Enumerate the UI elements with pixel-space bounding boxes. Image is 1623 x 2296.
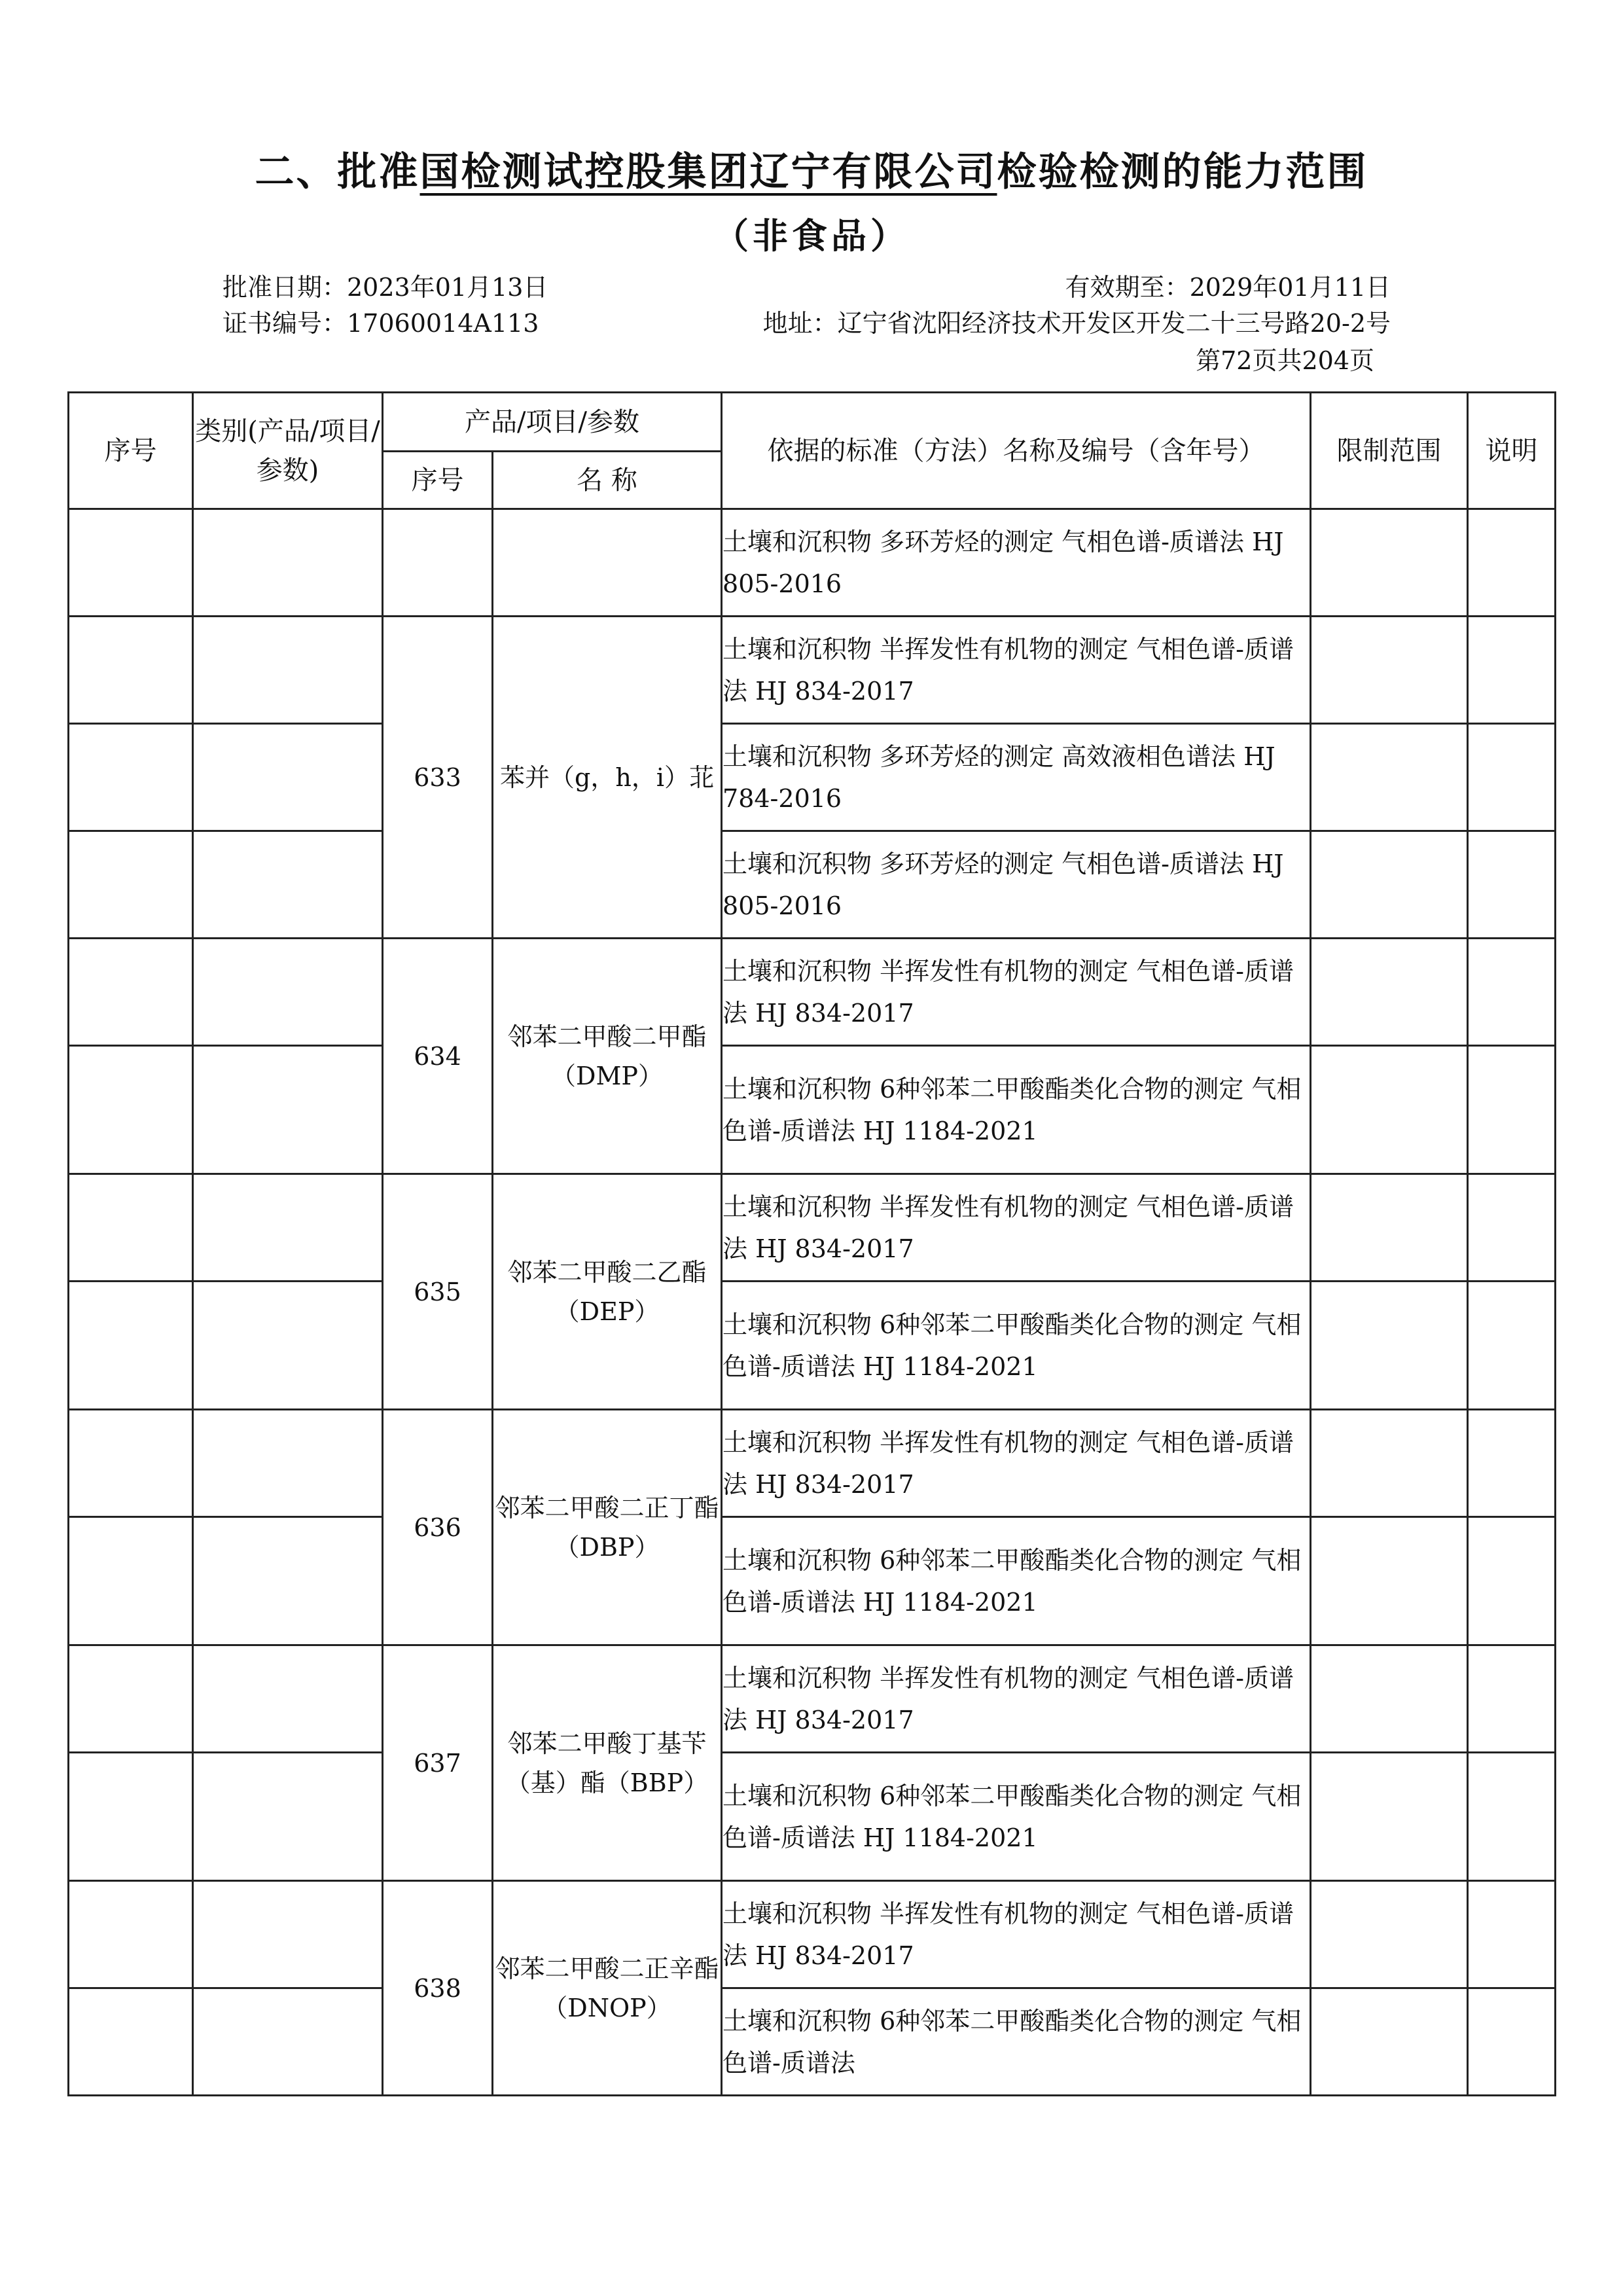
standard-cell: 土壤和沉积物 半挥发性有机物的测定 气相色谱-质谱法 HJ 834-2017 [722,1174,1311,1282]
seq-cell [69,1174,193,1282]
standard-cell: 土壤和沉积物 半挥发性有机物的测定 气相色谱-质谱法 HJ 834-2017 [722,1645,1311,1753]
table-row [69,1645,1556,1753]
seq-cell [69,1282,193,1410]
category-cell [193,617,383,724]
header-seq: 序号 [69,393,193,509]
category-cell [193,1988,383,2096]
standard-cell: 土壤和沉积物 半挥发性有机物的测定 气相色谱-质谱法 HJ 834-2017 [722,939,1311,1046]
table-row [69,1881,1556,1988]
certificate-number: 证书编号：17060014A113 [223,309,539,338]
item-name-cell: 邻苯二甲酸二甲酯（DMP） [493,939,722,1174]
table-row [69,1282,1556,1410]
standard-cell: 土壤和沉积物 半挥发性有机物的测定 气相色谱-质谱法 HJ 834-2017 [722,1881,1311,1988]
table-row [69,831,1556,939]
header-note: 说明 [1468,393,1556,509]
title-prefix: 二、批准 [255,149,420,195]
header-category: 类别(产品/项目/参数) [193,393,383,509]
seq-cell [69,617,193,724]
seq-cell [69,1410,193,1517]
item-name-cell: 邻苯二甲酸二乙酯（DEP） [493,1174,722,1410]
note-cell [1468,1881,1556,1988]
table-row [69,1410,1556,1517]
standard-cell: 土壤和沉积物 6种邻苯二甲酸酯类化合物的测定 气相色谱-质谱法 [722,1988,1311,2096]
item-name-cell: 邻苯二甲酸二正丁酯（DBP） [493,1410,722,1645]
table-row [69,1753,1556,1881]
standard-cell: 土壤和沉积物 半挥发性有机物的测定 气相色谱-质谱法 HJ 834-2017 [722,1410,1311,1517]
seq-cell [69,1517,193,1645]
header-standard: 依据的标准（方法）名称及编号（含年号） [722,393,1311,509]
table-row [69,1988,1556,2096]
limit-cell [1311,1282,1468,1410]
page-subtitle: （非食品） [713,215,910,257]
limit-cell [1311,1410,1468,1517]
standard-cell: 土壤和沉积物 多环芳烃的测定 气相色谱-质谱法 HJ 805-2016 [722,831,1311,939]
item-name-cell [493,509,722,617]
table-row [69,939,1556,1046]
standard-cell: 土壤和沉积物 6种邻苯二甲酸酯类化合物的测定 气相色谱-质谱法 HJ 1184-2021 [722,1753,1311,1881]
table-row [69,1174,1556,1282]
limit-cell [1311,1881,1468,1988]
note-cell [1468,1988,1556,2096]
category-cell [193,724,383,831]
category-cell [193,1410,383,1517]
table-row [69,509,1556,617]
note-cell [1468,1174,1556,1282]
seq-cell [69,939,193,1046]
title-suffix: 检验检测的能力范围 [997,149,1368,195]
seq-cell [69,1753,193,1881]
title-organization: 国检测试控股集团辽宁有限公司 [419,149,997,195]
header-item-name: 名 称 [493,452,722,509]
category-cell [193,1881,383,1988]
limit-cell [1311,1517,1468,1645]
note-cell [1468,939,1556,1046]
standard-cell: 土壤和沉积物 多环芳烃的测定 高效液相色谱法 HJ 784-2016 [722,724,1311,831]
item-seq-cell [383,509,493,617]
seq-cell [69,1046,193,1174]
page-info: 第72页共204页 [1196,346,1374,375]
category-cell [193,939,383,1046]
item-name-cell: 邻苯二甲酸二正辛酯（DNOP） [493,1881,722,2096]
capability-table [67,391,1556,2096]
note-cell [1468,1517,1556,1645]
approve-date: 批准日期：2023年01月13日 [223,273,548,302]
item-seq-cell: 633 [383,617,493,939]
item-seq-cell: 635 [383,1174,493,1410]
seq-cell [69,1988,193,2096]
note-cell [1468,1645,1556,1753]
limit-cell [1311,1988,1468,2096]
header-limit: 限制范围 [1311,393,1468,509]
category-cell [193,1517,383,1645]
standard-cell: 土壤和沉积物 6种邻苯二甲酸酯类化合物的测定 气相色谱-质谱法 HJ 1184-2021 [722,1046,1311,1174]
limit-cell [1311,1645,1468,1753]
item-seq-cell: 634 [383,939,493,1174]
standard-cell: 土壤和沉积物 多环芳烃的测定 气相色谱-质谱法 HJ 805-2016 [722,509,1311,617]
limit-cell [1311,724,1468,831]
note-cell [1468,1753,1556,1881]
note-cell [1468,1046,1556,1174]
valid-until: 有效期至：2029年01月11日 [1065,273,1391,302]
note-cell [1468,617,1556,724]
limit-cell [1311,1174,1468,1282]
category-cell [193,1282,383,1410]
item-name-cell: 苯并（g，h，i）苝 [493,617,722,939]
item-seq-cell: 637 [383,1645,493,1881]
note-cell [1468,724,1556,831]
table-row [69,1517,1556,1645]
limit-cell [1311,617,1468,724]
category-cell [193,831,383,939]
item-name-cell: 邻苯二甲酸丁基苄（基）酯（BBP） [493,1645,722,1881]
limit-cell [1311,939,1468,1046]
note-cell [1468,1282,1556,1410]
category-cell [193,509,383,617]
item-seq-cell: 636 [383,1410,493,1645]
header-product-group: 产品/项目/参数 [383,393,722,452]
table-row [69,617,1556,724]
category-cell [193,1753,383,1881]
category-cell [193,1174,383,1282]
page-title [0,141,1623,197]
category-cell [193,1645,383,1753]
standard-cell: 土壤和沉积物 半挥发性有机物的测定 气相色谱-质谱法 HJ 834-2017 [722,617,1311,724]
note-cell [1468,1410,1556,1517]
limit-cell [1311,1753,1468,1881]
header-item-seq: 序号 [383,452,493,509]
table-row [69,724,1556,831]
item-seq-cell: 638 [383,1881,493,2096]
note-cell [1468,509,1556,617]
seq-cell [69,509,193,617]
table-row [69,1046,1556,1174]
limit-cell [1311,509,1468,617]
address: 地址：辽宁省沈阳经济技术开发区开发二十三号路20-2号 [762,309,1391,338]
standard-cell: 土壤和沉积物 6种邻苯二甲酸酯类化合物的测定 气相色谱-质谱法 HJ 1184-2021 [722,1517,1311,1645]
seq-cell [69,1645,193,1753]
limit-cell [1311,831,1468,939]
seq-cell [69,831,193,939]
seq-cell [69,1881,193,1988]
limit-cell [1311,1046,1468,1174]
category-cell [193,1046,383,1174]
seq-cell [69,724,193,831]
standard-cell: 土壤和沉积物 6种邻苯二甲酸酯类化合物的测定 气相色谱-质谱法 HJ 1184-2021 [722,1282,1311,1410]
note-cell [1468,831,1556,939]
